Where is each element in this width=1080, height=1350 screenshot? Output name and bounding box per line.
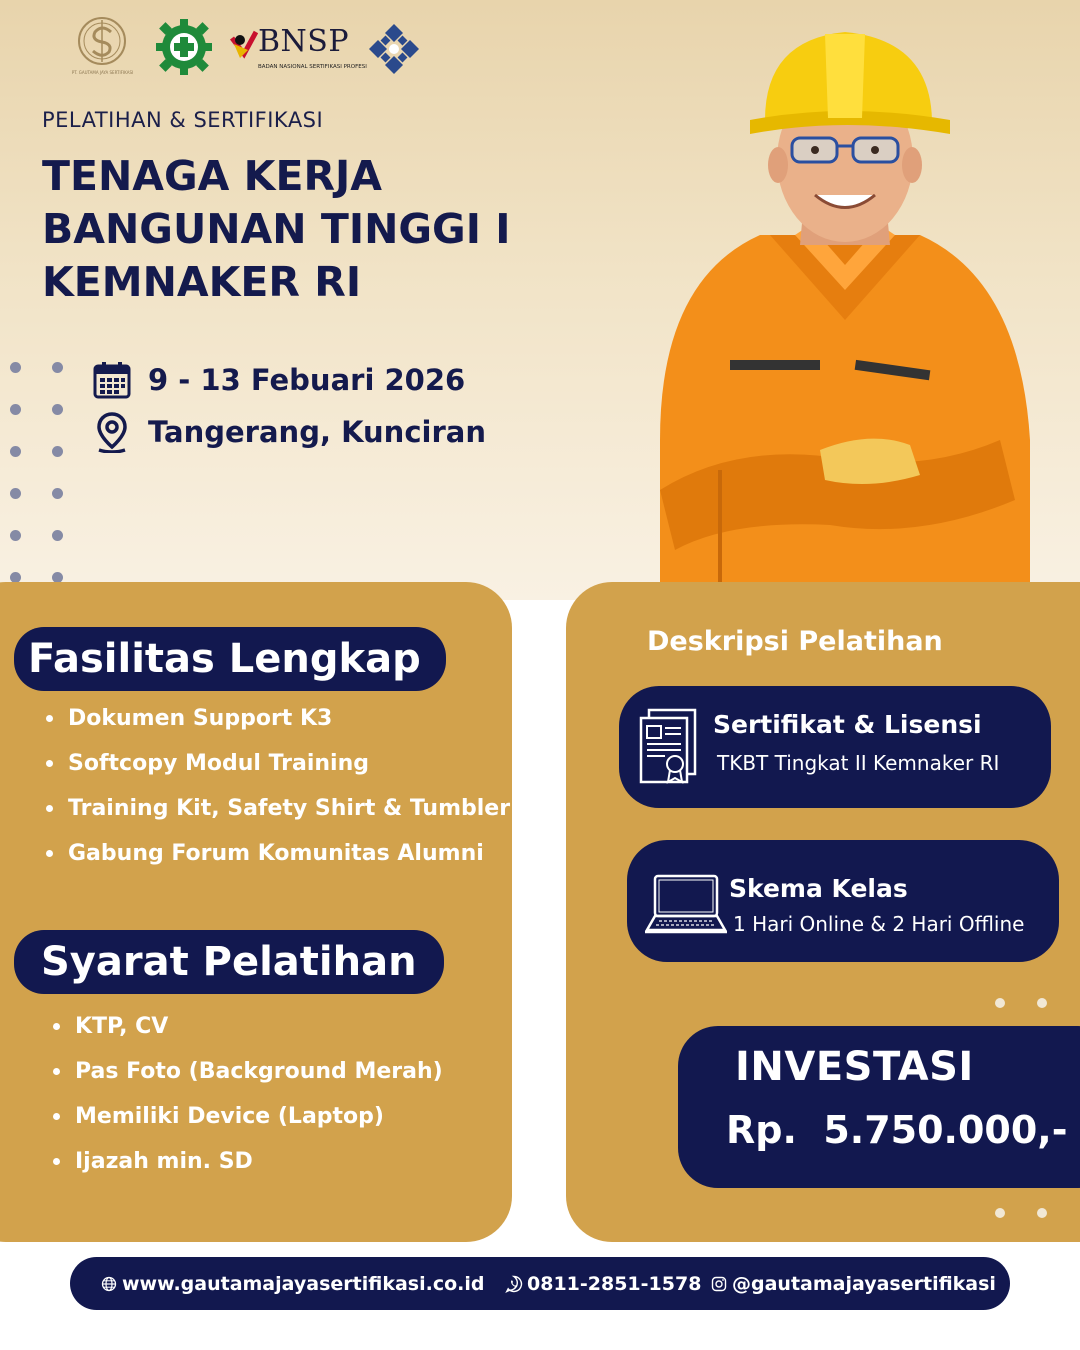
decorative-dots-left xyxy=(10,358,70,583)
class-scheme-box xyxy=(627,840,1059,962)
list-item: Gabung Forum Komunitas Alumni xyxy=(46,831,510,876)
instagram-link[interactable] xyxy=(710,1257,996,1310)
investment-box xyxy=(678,1026,1080,1188)
certificate-icon xyxy=(635,708,701,786)
list-item: Pas Foto (Background Merah) xyxy=(53,1049,443,1094)
list-item: Ijazah min. SD xyxy=(53,1139,443,1184)
class-scheme-subtitle: 1 Hari Online & 2 Hari Offline xyxy=(733,912,1025,936)
fasilitas-heading: Fasilitas Lengkap xyxy=(14,627,446,691)
kemnaker-logo xyxy=(367,22,421,76)
phone-link[interactable] xyxy=(505,1257,701,1310)
syarat-list xyxy=(53,1004,443,1184)
list-item: Dokumen Support K3 xyxy=(46,696,510,741)
title-line-3: KEMNAKER RI xyxy=(42,258,362,306)
event-location-row xyxy=(92,412,486,452)
title-line-2: BANGUNAN TINGGI I xyxy=(42,205,511,253)
instagram-icon xyxy=(710,1275,728,1293)
list-item: Softcopy Modul Training xyxy=(46,741,510,786)
investment-price: Rp. 5.750.000,- xyxy=(726,1108,1068,1152)
event-date-row xyxy=(92,360,465,400)
list-item: Training Kit, Safety Shirt & Tumbler xyxy=(46,786,510,831)
event-date: 9 - 13 Febuari 2026 xyxy=(148,363,466,397)
page-title xyxy=(42,150,582,309)
k3-logo xyxy=(155,18,213,76)
deskripsi-heading: Deskripsi Pelatihan xyxy=(647,626,943,657)
location-pin-icon xyxy=(92,412,132,452)
bnsp-logo xyxy=(230,20,367,78)
construction-worker-image xyxy=(620,20,1060,585)
website-text: www.gautamajayasertifikasi.co.id xyxy=(122,1272,485,1295)
syarat-heading: Syarat Pelatihan xyxy=(14,930,444,994)
eyebrow-label: PELATIHAN & SERTIFIKASI xyxy=(42,108,324,132)
list-item: KTP, CV xyxy=(53,1004,443,1049)
certificate-info-box xyxy=(619,686,1051,808)
class-scheme-title: Skema Kelas xyxy=(729,874,908,903)
title-line-1: TENAGA KERJA xyxy=(42,152,383,200)
contact-footer xyxy=(70,1257,1010,1310)
gautama-jaya-caption: PT. GAUTAMA JAYA SERTIFIKASI xyxy=(71,70,134,75)
whatsapp-icon xyxy=(505,1275,523,1293)
certificate-subtitle: TKBT Tingkat II Kemnaker RI xyxy=(717,751,1000,775)
calendar-icon xyxy=(92,360,132,400)
investment-label: INVESTASI xyxy=(735,1044,974,1090)
gautama-jaya-logo xyxy=(55,12,150,80)
laptop-icon xyxy=(643,872,729,936)
list-item: Memiliki Device (Laptop) xyxy=(53,1094,443,1139)
website-link[interactable] xyxy=(100,1257,484,1310)
fasilitas-list xyxy=(46,696,510,876)
event-location: Tangerang, Kunciran xyxy=(148,415,486,449)
certificate-title: Sertifikat & Lisensi xyxy=(713,710,982,739)
globe-icon xyxy=(100,1275,118,1293)
partner-logos xyxy=(55,12,435,82)
instagram-text: @gautamajayasertifikasi xyxy=(732,1272,996,1295)
bnsp-name: BNSP xyxy=(258,24,350,59)
bnsp-caption: BADAN NASIONAL SERTIFIKASI PROFESI xyxy=(258,64,367,70)
phone-text: 0811-2851-1578 xyxy=(527,1272,702,1295)
